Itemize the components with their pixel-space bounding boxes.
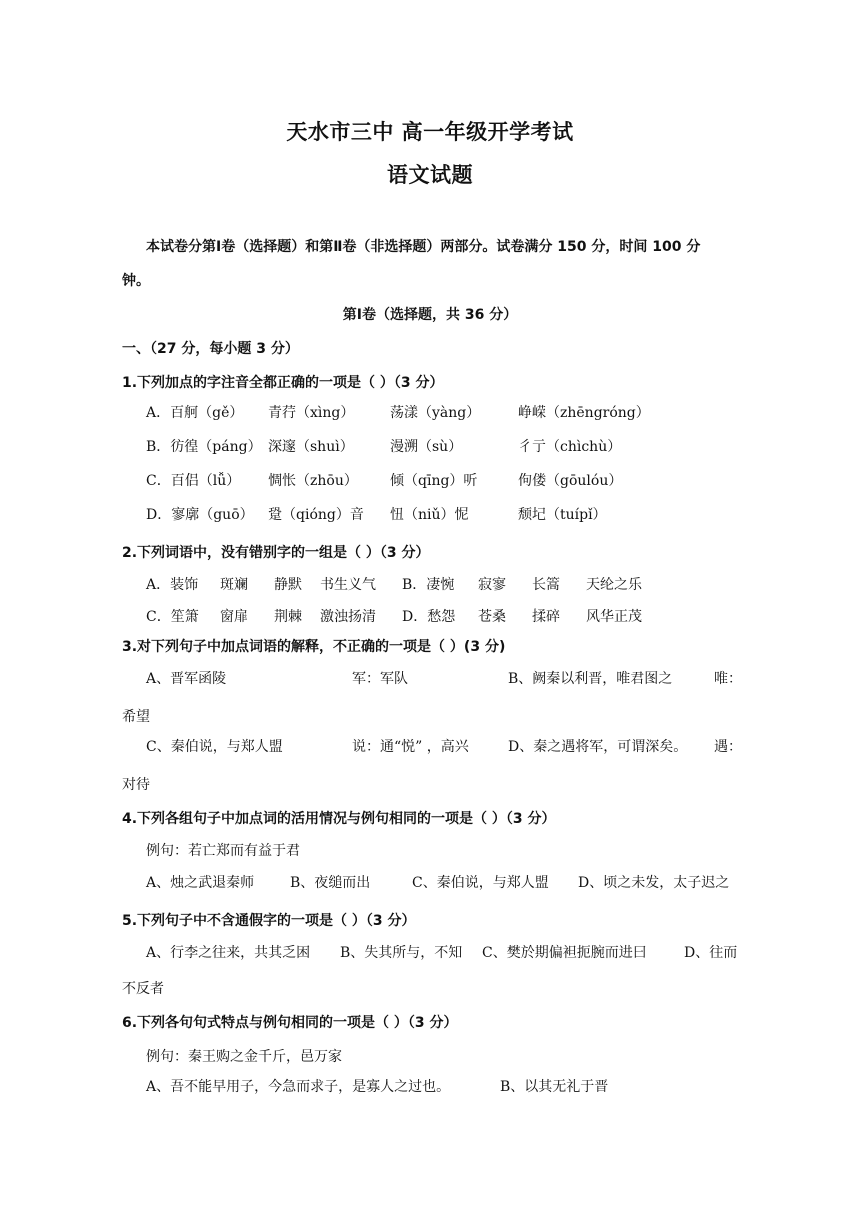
- q3-option-b-continued: 希望: [122, 709, 150, 725]
- q2-b-word-3: 长篙: [532, 577, 560, 593]
- q1-c-2: 惆怅（zhōu）: [268, 473, 358, 489]
- q5-option-c: C、樊於期偏袒扼腕而进曰: [482, 945, 647, 961]
- q1-d-3: 忸（niǔ）怩: [390, 507, 469, 523]
- q4-option-c: C、秦伯说，与郑人盟: [412, 875, 549, 891]
- q5-stem: 5.下列句子中不含通假字的一项是（ ）（3 分）: [122, 913, 416, 929]
- part1-heading: 第Ⅰ卷（选择题，共 36 分）: [342, 307, 518, 323]
- q2-c-word-4: 激浊扬清: [320, 609, 376, 625]
- intro-line-2: 钟。: [122, 273, 150, 289]
- q2-a-label: A．装饰: [146, 577, 199, 593]
- q1-a-1: A．百舸（gě）: [146, 405, 244, 421]
- q6-option-a: A、吾不能早用子，今急而求子，是寡人之过也。: [146, 1079, 451, 1095]
- q3-option-c-note: 说：通“悦” ，高兴: [352, 739, 469, 755]
- q1-a-3: 荡漾（yàng）: [390, 405, 481, 421]
- q1-b-2: 深邃（shuì）: [268, 439, 354, 455]
- q2-b-label: B．凄惋: [402, 577, 455, 593]
- q2-b-word-4: 天纶之乐: [586, 577, 642, 593]
- intro-line-1: 本试卷分第Ⅰ卷（选择题）和第Ⅱ卷（非选择题）两部分。试卷满分 150 分，时间 100 分: [146, 239, 701, 255]
- q1-a-4: 峥嵘（zhēngróng）: [518, 405, 650, 421]
- q4-option-a: A、烛之武退秦师: [146, 875, 255, 891]
- q6-option-b: B、以其无礼于晋: [500, 1079, 609, 1095]
- q2-d-label: D．愁怨: [402, 609, 456, 625]
- q2-a-word-3: 静默: [274, 577, 302, 593]
- exam-title: 天水市三中 高一年级开学考试: [286, 120, 574, 144]
- q1-c-4: 佝偻（gōulóu）: [518, 473, 623, 489]
- q2-d-word-2: 苍桑: [478, 609, 506, 625]
- section-heading: 一、（27 分，每小题 3 分）: [122, 341, 299, 357]
- q4-stem: 4.下列各组句子中加点词的活用情况与例句相同的一项是（ ）（3 分）: [122, 811, 556, 827]
- exam-subtitle: 语文试题: [387, 163, 473, 187]
- q6-stem: 6.下列各句句式特点与例句相同的一项是（ ）（3 分）: [122, 1015, 458, 1031]
- q1-stem: 1.下列加点的字注音全都正确的一项是（ ）（3 分）: [122, 375, 444, 391]
- q2-c-word-3: 荆棘: [274, 609, 302, 625]
- q3-option-d: D、秦之遇将军，可谓深矣。: [508, 739, 688, 755]
- q2-c-label: C．笙箫: [146, 609, 199, 625]
- q2-b-word-2: 寂寥: [478, 577, 506, 593]
- q5-option-b: B、失其所与，不知: [340, 945, 463, 961]
- q5-option-d-continued: 不反者: [122, 981, 164, 997]
- q2-a-word-4: 书生义气: [320, 577, 376, 593]
- q1-b-3: 漫溯（sù）: [390, 439, 463, 455]
- q1-d-1: D．寥廓（guō）: [146, 507, 254, 523]
- q5-option-d: D、往而: [684, 945, 738, 961]
- q1-d-4: 颓圮（tuípǐ）: [518, 507, 607, 523]
- q3-option-d-continued: 对待: [122, 777, 150, 793]
- q6-example: 例句：秦王购之金千斤，邑万家: [146, 1049, 342, 1065]
- q3-option-c: C、秦伯说，与郑人盟: [146, 739, 283, 755]
- q3-option-a-note: 军：军队: [352, 671, 408, 687]
- q2-a-word-2: 斑斓: [220, 577, 248, 593]
- q4-option-b: B、夜缒而出: [290, 875, 371, 891]
- q3-option-d-note: 遇：: [714, 739, 742, 755]
- q5-option-a: A、行李之往来，共其乏困: [146, 945, 311, 961]
- q2-c-word-2: 窗扉: [220, 609, 248, 625]
- q2-stem: 2.下列词语中，没有错别字的一组是（ ）（3 分）: [122, 545, 430, 561]
- q1-b-4: 彳亍（chìchù）: [518, 439, 622, 455]
- q3-option-a: A、晋军函陵: [146, 671, 227, 687]
- q1-d-2: 跫（qióng）音: [268, 507, 364, 523]
- q3-option-b: B、阙秦以利晋，唯君图之: [508, 671, 673, 687]
- q1-a-2: 青荇（xìng）: [268, 405, 355, 421]
- q1-c-1: C．百侣（lǚ）: [146, 473, 241, 489]
- q3-option-b-note: 唯：: [714, 671, 742, 687]
- q1-b-1: B．彷徨（páng）: [146, 439, 262, 455]
- q3-stem: 3.对下列句子中加点词语的解释，不正确的一项是（ ）(3 分): [122, 639, 506, 655]
- q2-d-word-4: 风华正茂: [586, 609, 642, 625]
- q2-d-word-3: 揉碎: [532, 609, 560, 625]
- q4-option-d: D、顷之未发，太子迟之: [578, 875, 730, 891]
- q4-example: 例句：若亡郑而有益于君: [146, 843, 300, 859]
- q1-c-3: 倾（qīng）听: [390, 473, 478, 489]
